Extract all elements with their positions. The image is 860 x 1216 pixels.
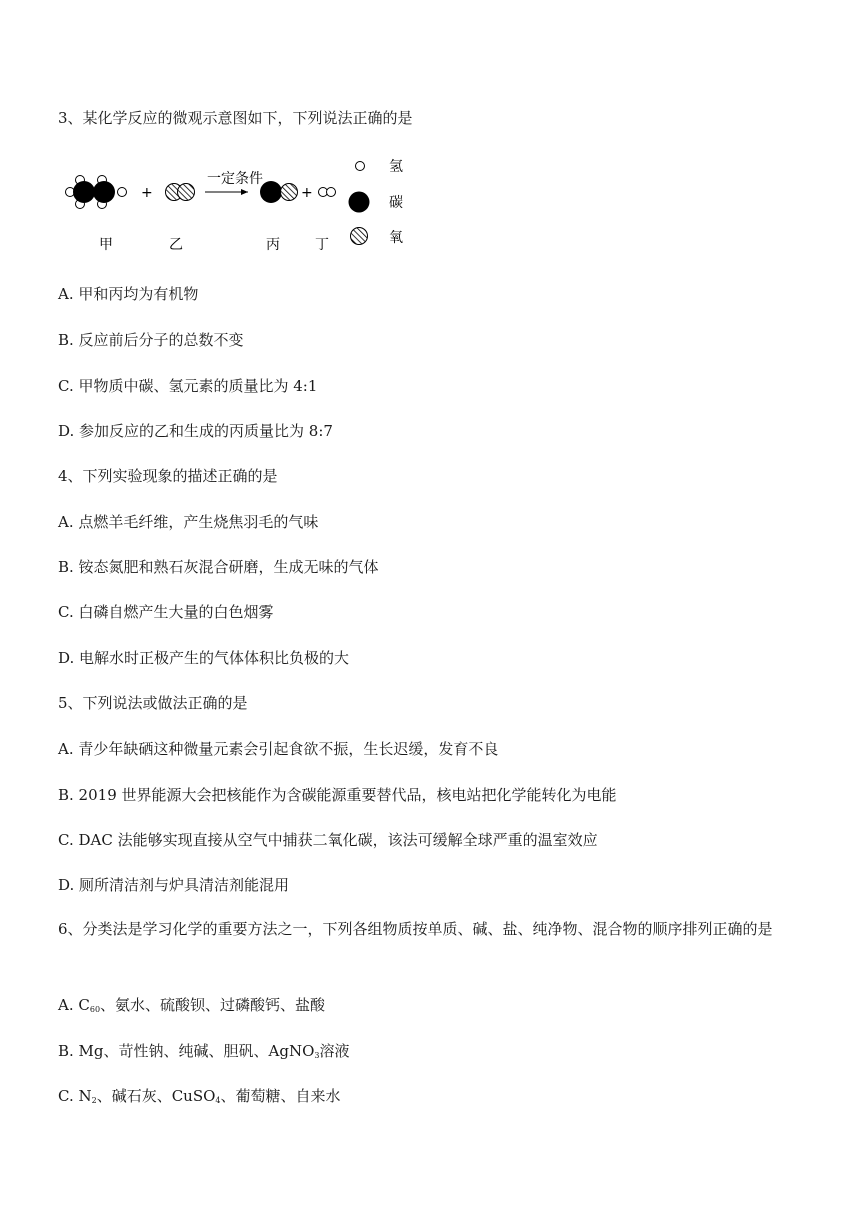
plus-sign-1: + (141, 185, 153, 201)
q5-option-a: A. 青少年缺硒这种微量元素会引起食欲不振，生长迟缓，发育不良 (58, 740, 499, 758)
label-bing: 丙 (266, 237, 280, 253)
q5-option-c: C. DAC 法能够实现直接从空气中捕获二氧化碳，该法可缓解全球严重的温室效应 (58, 831, 598, 849)
q3-option-a: A. 甲和丙均为有机物 (58, 285, 199, 303)
q6-option-a: A. $C_{60}$、氨水、硫酸钡、过磷酸钙、盐酸 (58, 996, 326, 1014)
q6-option-c: C. $N_2$、碱石灰、CuSO$_4$、葡萄糖、自来水 (58, 1087, 341, 1105)
q5-option-d: D. 厕所清洁剂与炉具清洁剂能混用 (58, 876, 290, 894)
molecule-yi (166, 184, 195, 201)
arrow-label: 一定条件 (207, 171, 263, 187)
carbon-atom-icon (349, 192, 370, 213)
legend-hydrogen: 氢 (389, 159, 403, 175)
q3-option-d: D. 参加反应的乙和生成的丙质量比为 8:7 (58, 422, 333, 440)
molecule-jia (66, 176, 127, 209)
q5-stem: 5、下列说法或做法正确的是 (58, 694, 248, 712)
q4-stem: 4、下列实验现象的描述正确的是 (58, 467, 278, 485)
q4-option-a: A. 点燃羊毛纤维，产生烧焦羽毛的气味 (58, 513, 319, 531)
q5-option-b: B. 2019 世界能源大会把核能作为含碳能源重要替代品，核电站把化学能转化为电能 (58, 786, 617, 804)
legend-oxygen: 氧 (389, 230, 403, 246)
molecule-bing (260, 181, 298, 203)
q4-option-d: D. 电解水时正极产生的气体体积比负极的大 (58, 649, 350, 667)
reaction-diagram (58, 150, 418, 255)
reaction-arrow-icon (205, 189, 248, 195)
q4-option-c: C. 白磷自燃产生大量的白色烟雾 (58, 603, 274, 621)
oxygen-atom-icon (351, 228, 368, 245)
label-ding: 丁 (315, 237, 329, 253)
plus-sign-2: + (301, 185, 313, 201)
q6-option-b: B. Mg、苛性钠、纯碱、胆矾、AgNO$_3$溶液 (58, 1042, 350, 1060)
q3-option-b: B. 反应前后分子的总数不变 (58, 331, 244, 349)
q3-stem: 3、某化学反应的微观示意图如下，下列说法正确的是 (58, 109, 413, 127)
q6-stem: 6、分类法是学习化学的重要方法之一，下列各组物质按单质、碱、盐、纯净物、混合物的顺序排列正确的是 (58, 920, 773, 938)
legend (349, 159, 404, 246)
molecule-ding (319, 188, 336, 197)
q3-option-c: C. 甲物质中碳、氢元素的质量比为 4:1 (58, 377, 318, 395)
label-yi: 乙 (169, 237, 183, 253)
legend-carbon: 碳 (389, 195, 403, 211)
label-jia: 甲 (99, 237, 113, 253)
q4-option-b: B. 铵态氮肥和熟石灰混合研磨，生成无味的气体 (58, 558, 379, 576)
hydrogen-atom-icon (356, 162, 365, 171)
